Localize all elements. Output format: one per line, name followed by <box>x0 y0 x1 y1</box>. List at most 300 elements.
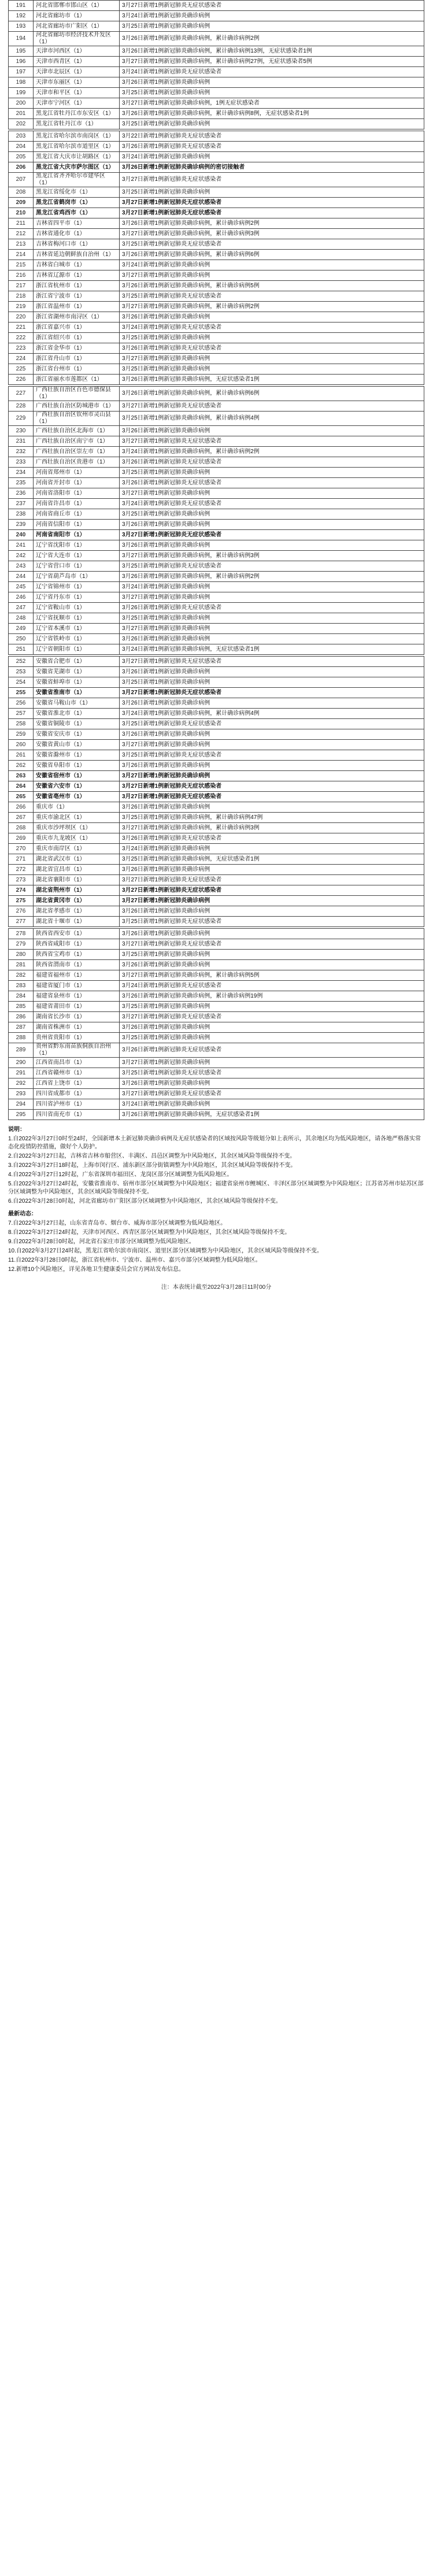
row-detail: 3月26日新增1例新冠肺炎确诊病例的密切接触者 <box>120 162 424 173</box>
row-area: 黑龙江省哈尔滨市南岗区（1） <box>34 131 120 142</box>
row-area: 河南省许昌市（1） <box>34 499 120 509</box>
row-detail: 3月25日新增1例新冠肺炎确诊病例 <box>120 509 424 520</box>
row-number: 255 <box>9 688 34 698</box>
row-detail: 3月25日新增1例新冠肺炎无症状感染者 <box>120 750 424 761</box>
row-detail: 3月26日新增1例新冠肺炎无症状感染者 <box>120 478 424 488</box>
row-area: 贵州省黔东南苗族侗族自治州（1） <box>34 1043 120 1058</box>
row-number: 279 <box>9 939 34 950</box>
row-detail: 3月27日新增1例新冠肺炎确诊病例，累计确诊病例2例 <box>120 302 424 312</box>
row-detail: 3月25日新增1例新冠肺炎无症状感染者 <box>120 291 424 302</box>
row-detail: 3月26日新增1例新冠肺炎确诊病例，累计确诊病例6例 <box>120 387 424 401</box>
table-row <box>9 572 424 582</box>
row-detail: 3月26日新增1例新冠肺炎确诊病例，累计确诊病例6例 <box>120 250 424 260</box>
row-area: 吉林省辽源市（1） <box>34 270 120 281</box>
table-row <box>9 173 424 187</box>
row-area: 吉林省延边朝鲜族自治州（1） <box>34 250 120 260</box>
row-area: 福建省莆田市（1） <box>34 1002 120 1012</box>
row-area: 江西省南昌市（1） <box>34 1058 120 1068</box>
row-area: 重庆市渝北区（1） <box>34 813 120 823</box>
row-area: 黑龙江省牡丹江市（1） <box>34 119 120 129</box>
row-area: 四川省泸州市（1） <box>34 1099 120 1110</box>
note-item: 2.自2022年3月27日起，吉林省吉林市船营区、丰满区、昌邑区调整为中风险地区，其余区域风险等级保持不变。 <box>8 1153 296 1159</box>
row-detail: 3月27日新增1例新冠肺炎无症状感染者 <box>120 875 424 885</box>
table-row <box>9 939 424 950</box>
row-detail: 3月27日新增1例新冠肺炎确诊病例 <box>120 771 424 781</box>
row-detail: 3月26日新增1例新冠肺炎无症状感染者 <box>120 603 424 613</box>
table-row <box>9 520 424 530</box>
row-number: 201 <box>9 109 34 119</box>
row-number: 209 <box>9 198 34 208</box>
row-number: 231 <box>9 436 34 447</box>
table-row <box>9 929 424 939</box>
table-row <box>9 312 424 323</box>
row-area: 河北省廊坊市（1） <box>34 11 120 21</box>
row-detail: 3月27日新增1例新冠肺炎确诊病例，累计确诊病例5例 <box>120 970 424 981</box>
row-number: 235 <box>9 478 34 488</box>
row-detail: 3月26日新增1例新冠肺炎确诊病例，累计确诊病例5例 <box>120 281 424 291</box>
row-number: 266 <box>9 802 34 813</box>
row-detail: 3月25日新增1例新冠肺炎无症状感染者 <box>120 917 424 927</box>
row-area: 吉林省四平市（1） <box>34 218 120 229</box>
row-number: 268 <box>9 823 34 833</box>
row-detail: 3月25日新增1例新冠肺炎无症状感染者 <box>120 1068 424 1078</box>
row-area: 四川省成都市（1） <box>34 1089 120 1099</box>
row-detail: 3月26日新增1例新冠肺炎确诊病例 <box>120 520 424 530</box>
row-detail: 3月25日新增1例新冠肺炎确诊病例 <box>120 1002 424 1012</box>
row-area: 重庆市九龙坡区（1） <box>34 833 120 844</box>
row-detail: 3月26日新增1例新冠肺炎确诊病例 <box>120 698 424 709</box>
table-row <box>9 162 424 173</box>
row-area: 浙江省丽水市莲都区（1） <box>34 375 120 385</box>
row-area: 黑龙江省大庆市让胡路区（1） <box>34 152 120 162</box>
row-number: 205 <box>9 152 34 162</box>
row-area: 吉林省白城市（1） <box>34 260 120 270</box>
table-row <box>9 885 424 896</box>
row-area: 河南省商丘市（1） <box>34 509 120 520</box>
row-area: 湖北省十堰市（1） <box>34 917 120 927</box>
row-detail: 3月24日新增1例新冠肺炎确诊病例，无症状感染者1例 <box>120 644 424 655</box>
footer-note: 12.新增10个风险地区，详见各地卫生健康委员会官方网站发布信息。 <box>8 1266 185 1273</box>
row-detail: 3月27日新增1例新冠肺炎确诊病例 <box>120 354 424 364</box>
table-row <box>9 833 424 844</box>
row-area: 安徽省宿州市（1） <box>34 771 120 781</box>
row-detail: 3月25日新增1例新冠肺炎确诊病例 <box>120 468 424 478</box>
row-area: 浙江省台州市（1） <box>34 364 120 375</box>
row-number: 202 <box>9 119 34 129</box>
row-detail: 3月24日新增1例新冠肺炎确诊病例 <box>120 11 424 21</box>
table-row <box>9 11 424 21</box>
table-row <box>9 551 424 561</box>
row-detail: 3月26日新增1例新冠肺炎确诊病例 <box>120 929 424 939</box>
table-row <box>9 771 424 781</box>
row-detail: 3月26日新增1例新冠肺炎确诊病例 <box>120 540 424 551</box>
row-number: 210 <box>9 208 34 218</box>
row-number: 219 <box>9 302 34 312</box>
table-row <box>9 844 424 854</box>
table-row <box>9 677 424 688</box>
table-row <box>9 592 424 603</box>
row-area: 黑龙江省牡丹江市东安区（1） <box>34 109 120 119</box>
table-row <box>9 540 424 551</box>
row-number: 293 <box>9 1089 34 1099</box>
table-row <box>9 468 424 478</box>
row-area: 广西壮族自治区北海市（1） <box>34 426 120 436</box>
row-detail: 3月25日新增1例新冠肺炎确诊病例 <box>120 677 424 688</box>
row-number: 285 <box>9 1002 34 1012</box>
row-detail: 3月27日新增1例新冠肺炎无症状感染者 <box>120 688 424 698</box>
row-area: 辽宁省朝阳市（1） <box>34 644 120 655</box>
table-row <box>9 802 424 813</box>
note-item: 9.自2022年3月28日0时起，河北省石家庄市部分区域调整为低风险地区。 <box>8 1239 195 1245</box>
table-row <box>9 333 424 343</box>
table-row <box>9 375 424 385</box>
row-area: 天津市东丽区（1） <box>34 77 120 88</box>
row-area: 贵州省贵阳市（1） <box>34 1033 120 1043</box>
row-area: 福建省厦门市（1） <box>34 981 120 991</box>
row-area: 河北省廊坊市经济技术开发区（1） <box>34 32 120 46</box>
row-area: 陕西省渭南市（1） <box>34 960 120 970</box>
table-row <box>9 142 424 152</box>
row-area: 辽宁省锦州市（1） <box>34 582 120 592</box>
row-number: 260 <box>9 740 34 750</box>
row-number: 261 <box>9 750 34 761</box>
row-detail: 3月25日新增1例新冠肺炎确诊病例，累计确诊病例4例 <box>120 412 424 426</box>
row-area: 辽宁省丹东市（1） <box>34 592 120 603</box>
table-row <box>9 488 424 499</box>
note-item: 7.自2022年3月27日起，山东省青岛市、烟台市、威海市部分区域调整为低风险地区。 <box>8 1220 227 1226</box>
table-row <box>9 281 424 291</box>
row-detail: 3月24日新增1例新冠肺炎确诊病例 <box>120 582 424 592</box>
row-number: 218 <box>9 291 34 302</box>
row-detail: 3月25日新增1例新冠肺炎确诊病例，无症状感染者1例 <box>120 854 424 865</box>
table-row <box>9 343 424 354</box>
row-number: 195 <box>9 46 34 57</box>
row-detail: 3月27日新增1例新冠肺炎确诊病例 <box>120 624 424 634</box>
row-number: 248 <box>9 613 34 624</box>
table-row <box>9 698 424 709</box>
table-row <box>9 364 424 375</box>
row-number: 251 <box>9 644 34 655</box>
notes2-list <box>8 1220 424 1265</box>
row-detail: 3月25日新增1例新冠肺炎无症状感染者 <box>120 719 424 729</box>
row-area: 重庆市南岸区（1） <box>34 844 120 854</box>
row-number: 281 <box>9 960 34 970</box>
row-detail: 3月26日新增1例新冠肺炎确诊病例 <box>120 960 424 970</box>
table-row <box>9 1033 424 1043</box>
row-number: 216 <box>9 270 34 281</box>
row-area: 浙江省嘉兴市（1） <box>34 323 120 333</box>
row-number: 290 <box>9 1058 34 1068</box>
row-number: 292 <box>9 1078 34 1089</box>
row-detail: 3月25日新增1例新冠肺炎确诊病例 <box>120 88 424 98</box>
row-number: 217 <box>9 281 34 291</box>
row-number: 247 <box>9 603 34 613</box>
table-row <box>9 603 424 613</box>
row-area: 河南省信阳市（1） <box>34 520 120 530</box>
row-detail: 3月25日新增1例新冠肺炎确诊病例 <box>120 21 424 32</box>
table-row <box>9 152 424 162</box>
table-row <box>9 823 424 833</box>
table-row <box>9 387 424 401</box>
row-detail: 3月27日新增1例新冠肺炎无症状感染者 <box>120 1012 424 1022</box>
row-area: 天津市西青区（1） <box>34 57 120 67</box>
row-detail: 3月26日新增1例新冠肺炎无症状感染者 <box>120 142 424 152</box>
row-number: 269 <box>9 833 34 844</box>
table-row <box>9 260 424 270</box>
row-detail: 3月27日新增1例新冠肺炎无症状感染者 <box>120 208 424 218</box>
table-row <box>9 1002 424 1012</box>
table-row <box>9 1110 424 1120</box>
notes-heading: 说明： <box>8 1126 25 1133</box>
table-row <box>9 291 424 302</box>
row-area: 辽宁省抚顺市（1） <box>34 613 120 624</box>
row-number: 249 <box>9 624 34 634</box>
row-detail: 3月26日新增1例新冠肺炎确诊病例 <box>120 906 424 917</box>
table-row <box>9 67 424 77</box>
row-area: 安徽省阜阳市（1） <box>34 761 120 771</box>
row-area: 安徽省安庆市（1） <box>34 729 120 740</box>
row-number: 241 <box>9 540 34 551</box>
table-row <box>9 229 424 239</box>
table-row <box>9 950 424 960</box>
row-number: 225 <box>9 364 34 375</box>
row-area: 河南省郑州市（1） <box>34 468 120 478</box>
row-detail: 3月27日新增1例新冠肺炎确诊病例，累计确诊病例3例 <box>120 823 424 833</box>
row-area: 天津市北辰区（1） <box>34 67 120 77</box>
row-detail: 3月26日新增1例新冠肺炎确诊病例，累计确诊病例13例，无症状感染者1例 <box>120 46 424 57</box>
row-number: 271 <box>9 854 34 865</box>
row-area: 陕西省咸阳市（1） <box>34 939 120 950</box>
table-row <box>9 131 424 142</box>
row-detail: 3月26日新增1例新冠肺炎无症状感染者 <box>120 1043 424 1058</box>
row-number: 194 <box>9 32 34 46</box>
row-area: 浙江省宁波市（1） <box>34 291 120 302</box>
row-detail: 3月26日新增1例新冠肺炎确诊病例，无症状感染者1例 <box>120 375 424 385</box>
row-detail: 3月24日新增1例新冠肺炎确诊病例 <box>120 844 424 854</box>
row-detail: 3月26日新增1例新冠肺炎确诊病例 <box>120 667 424 677</box>
row-detail: 3月27日新增1例新冠肺炎确诊病例 <box>120 740 424 750</box>
row-number: 203 <box>9 131 34 142</box>
row-area: 广西壮族自治区贵港市（1） <box>34 457 120 468</box>
row-detail: 3月26日新增1例新冠肺炎确诊病例 <box>120 77 424 88</box>
row-detail: 3月27日新增1例新冠肺炎确诊病例 <box>120 270 424 281</box>
row-area: 湖北省宜昌市（1） <box>34 865 120 875</box>
row-number: 242 <box>9 551 34 561</box>
row-detail: 3月27日新增1例新冠肺炎无症状感染者 <box>120 198 424 208</box>
row-area: 安徽省蚌埠市（1） <box>34 677 120 688</box>
row-detail: 3月25日新增1例新冠肺炎确诊病例 <box>120 119 424 129</box>
row-number: 243 <box>9 561 34 572</box>
row-detail: 3月27日新增1例新冠肺炎确诊病例，累计确诊病例3例 <box>120 551 424 561</box>
row-detail: 3月25日新增1例新冠肺炎确诊病例 <box>120 364 424 375</box>
table-row <box>9 1 424 11</box>
table-row <box>9 509 424 520</box>
row-detail: 3月27日新增1例新冠肺炎无症状感染者 <box>120 401 424 412</box>
row-detail: 3月26日新增1例新冠肺炎确诊病例，累计确诊病例8例，无症状感染者1例 <box>120 109 424 119</box>
row-number: 233 <box>9 457 34 468</box>
row-area: 辽宁省葫芦岛市（1） <box>34 572 120 582</box>
risk-area-table-body <box>9 1 424 1120</box>
row-area: 四川省南充市（1） <box>34 1110 120 1120</box>
row-number: 198 <box>9 77 34 88</box>
row-number: 221 <box>9 323 34 333</box>
row-area: 广西壮族自治区百色市德保县（1） <box>34 387 120 401</box>
table-row <box>9 57 424 67</box>
row-detail: 3月26日新增1例新冠肺炎无症状感染者 <box>120 833 424 844</box>
row-number: 287 <box>9 1022 34 1033</box>
row-area: 浙江省湖州市南浔区（1） <box>34 312 120 323</box>
row-detail: 3月24日新增1例新冠肺炎确诊病例 <box>120 1099 424 1110</box>
row-detail: 3月27日新增1例新冠肺炎无症状感染者 <box>120 781 424 792</box>
row-area: 黑龙江省鸡西市（1） <box>34 208 120 218</box>
row-area: 重庆市沙坪坝区（1） <box>34 823 120 833</box>
row-number: 286 <box>9 1012 34 1022</box>
table-row <box>9 109 424 119</box>
row-number: 220 <box>9 312 34 323</box>
row-detail: 3月27日新增1例新冠肺炎确诊病例 <box>120 488 424 499</box>
row-area: 安徽省滁州市（1） <box>34 750 120 761</box>
row-area: 重庆市（1） <box>34 802 120 813</box>
table-row <box>9 88 424 98</box>
row-number: 237 <box>9 499 34 509</box>
note-item: 5.自2022年3月27日24时起，安徽省淮南市、宿州市部分区域调整为中风险地区；福建省泉州市鲤城区、丰泽区部分区域调整为中风险地区；江苏省苏州市姑苏区部分区域调整为中风险地区，其余区域风险等级保持不变。 <box>8 1181 424 1195</box>
row-detail: 3月25日新增1例新冠肺炎确诊病例 <box>120 613 424 624</box>
table-row <box>9 657 424 667</box>
table-row <box>9 624 424 634</box>
row-area: 江西省赣州市（1） <box>34 1068 120 1078</box>
table-row <box>9 1043 424 1058</box>
note-item: 1.自2022年3月27日0时至24时，全国新增本土新冠肺炎确诊病例及无症状感染者的区域按风险等级划分如上表所示，其余地区均为低风险地区，请各地严格落实常态化疫情防控措施，做好个人防护。 <box>8 1136 421 1150</box>
row-detail: 3月27日新增1例新冠肺炎无症状感染者 <box>120 1089 424 1099</box>
row-detail: 3月26日新增1例新冠肺炎确诊病例，无症状感染者1例 <box>120 1110 424 1120</box>
row-number: 278 <box>9 929 34 939</box>
row-number: 207 <box>9 173 34 187</box>
row-detail: 3月27日新增1例新冠肺炎确诊病例，累计确诊病例3例 <box>120 229 424 239</box>
row-number: 289 <box>9 1043 34 1058</box>
table-row <box>9 250 424 260</box>
row-area: 安徽省合肥市（1） <box>34 657 120 667</box>
row-number: 199 <box>9 88 34 98</box>
row-number: 280 <box>9 950 34 960</box>
row-detail: 3月27日新增1例新冠肺炎无症状感染者 <box>120 657 424 667</box>
row-area: 黑龙江省哈尔滨市道里区（1） <box>34 142 120 152</box>
row-detail: 3月26日新增1例新冠肺炎确诊病例，累计确诊病例19例 <box>120 991 424 1002</box>
table-row <box>9 401 424 412</box>
row-number: 212 <box>9 229 34 239</box>
row-area: 辽宁省大连市（1） <box>34 551 120 561</box>
table-row <box>9 77 424 88</box>
table-row <box>9 896 424 906</box>
row-number: 256 <box>9 698 34 709</box>
row-area: 安徽省马鞍山市（1） <box>34 698 120 709</box>
row-number: 222 <box>9 333 34 343</box>
table-row <box>9 644 424 655</box>
row-area: 河南省开封市（1） <box>34 478 120 488</box>
row-number: 226 <box>9 375 34 385</box>
row-area: 湖北省孝感市（1） <box>34 906 120 917</box>
table-row <box>9 187 424 198</box>
row-number: 253 <box>9 667 34 677</box>
row-area: 陕西省宝鸡市（1） <box>34 950 120 960</box>
note-item: 4.自2022年3月27日12时起，广东省深圳市福田区、龙岗区部分区域调整为低风险地区。 <box>8 1172 233 1178</box>
row-number: 284 <box>9 991 34 1002</box>
table-row <box>9 499 424 509</box>
row-area: 陕西省西安市（1） <box>34 929 120 939</box>
note-item: 3.自2022年3月27日18时起，上海市闵行区、浦东新区部分街镇调整为中风险地区，其余区域风险等级保持不变。 <box>8 1162 297 1169</box>
row-area: 黑龙江省绥化市（1） <box>34 187 120 198</box>
table-row <box>9 634 424 644</box>
note-item: 6.自2022年3月28日0时起，河北省廊坊市广阳区部分区域调整为中风险地区，其余区域风险等级保持不变。 <box>8 1198 282 1204</box>
row-number: 200 <box>9 98 34 109</box>
row-area: 辽宁省本溪市（1） <box>34 624 120 634</box>
row-detail: 3月26日新增1例新冠肺炎确诊病例 <box>120 761 424 771</box>
row-detail: 3月24日新增1例新冠肺炎无症状感染者 <box>120 67 424 77</box>
row-detail: 3月25日新增1例新冠肺炎确诊病例 <box>120 950 424 960</box>
row-area: 浙江省金华市（1） <box>34 343 120 354</box>
row-number: 275 <box>9 896 34 906</box>
row-number: 192 <box>9 11 34 21</box>
table-row <box>9 582 424 592</box>
row-area: 辽宁省沈阳市（1） <box>34 540 120 551</box>
row-detail: 3月25日新增1例新冠肺炎确诊病例 <box>120 1033 424 1043</box>
table-row <box>9 46 424 57</box>
table-row <box>9 119 424 129</box>
row-number: 277 <box>9 917 34 927</box>
table-row <box>9 865 424 875</box>
table-row <box>9 561 424 572</box>
table-row <box>9 761 424 771</box>
table-row <box>9 854 424 865</box>
row-detail: 3月26日新增1例新冠肺炎无症状感染者 <box>120 343 424 354</box>
table-row <box>9 1068 424 1078</box>
row-detail: 3月25日新增1例新冠肺炎无症状感染者 <box>120 561 424 572</box>
table-row <box>9 1089 424 1099</box>
row-detail: 3月26日新增1例新冠肺炎确诊病例 <box>120 1078 424 1089</box>
row-number: 295 <box>9 1110 34 1120</box>
row-area: 河北省廊坊市广阳区（1） <box>34 21 120 32</box>
row-detail: 3月26日新增1例新冠肺炎确诊病例 <box>120 634 424 644</box>
table-row <box>9 270 424 281</box>
row-detail: 3月24日新增1例新冠肺炎确诊病例 <box>120 260 424 270</box>
note-item: 10.自2022年3月27日24时起，黑龙江省哈尔滨市南岗区、道里区部分区域调整为中风险地区，其余区域风险等级保持不变。 <box>8 1248 323 1254</box>
row-area: 福建省福州市（1） <box>34 970 120 981</box>
table-row <box>9 323 424 333</box>
table-row <box>9 960 424 970</box>
row-detail: 3月27日新增1例新冠肺炎无症状感染者 <box>120 173 424 187</box>
row-number: 223 <box>9 343 34 354</box>
table-row <box>9 750 424 761</box>
row-detail: 3月24日新增1例新冠肺炎无症状感染者 <box>120 981 424 991</box>
table-row <box>9 740 424 750</box>
row-detail: 3月25日新增1例新冠肺炎无症状感染者 <box>120 239 424 250</box>
row-number: 273 <box>9 875 34 885</box>
row-detail: 3月27日新增1例新冠肺炎无症状感染者 <box>120 1 424 11</box>
row-number: 228 <box>9 401 34 412</box>
row-area: 广西壮族自治区南宁市（1） <box>34 436 120 447</box>
row-area: 湖南省长沙市（1） <box>34 1012 120 1022</box>
row-area: 湖北省黄冈市（1） <box>34 896 120 906</box>
source-note: 注：本表统计截至2022年3月28日11时00分 <box>161 1284 272 1291</box>
table-row <box>9 21 424 32</box>
table-row <box>9 970 424 981</box>
row-area: 黑龙江省鹤岗市（1） <box>34 198 120 208</box>
row-number: 196 <box>9 57 34 67</box>
row-detail: 3月27日新增1例新冠肺炎确诊病例，累计确诊病例27例，无症状感染者5例 <box>120 57 424 67</box>
row-number: 288 <box>9 1033 34 1043</box>
row-number: 239 <box>9 520 34 530</box>
row-area: 天津市和平区（1） <box>34 88 120 98</box>
row-area: 浙江省杭州市（1） <box>34 281 120 291</box>
